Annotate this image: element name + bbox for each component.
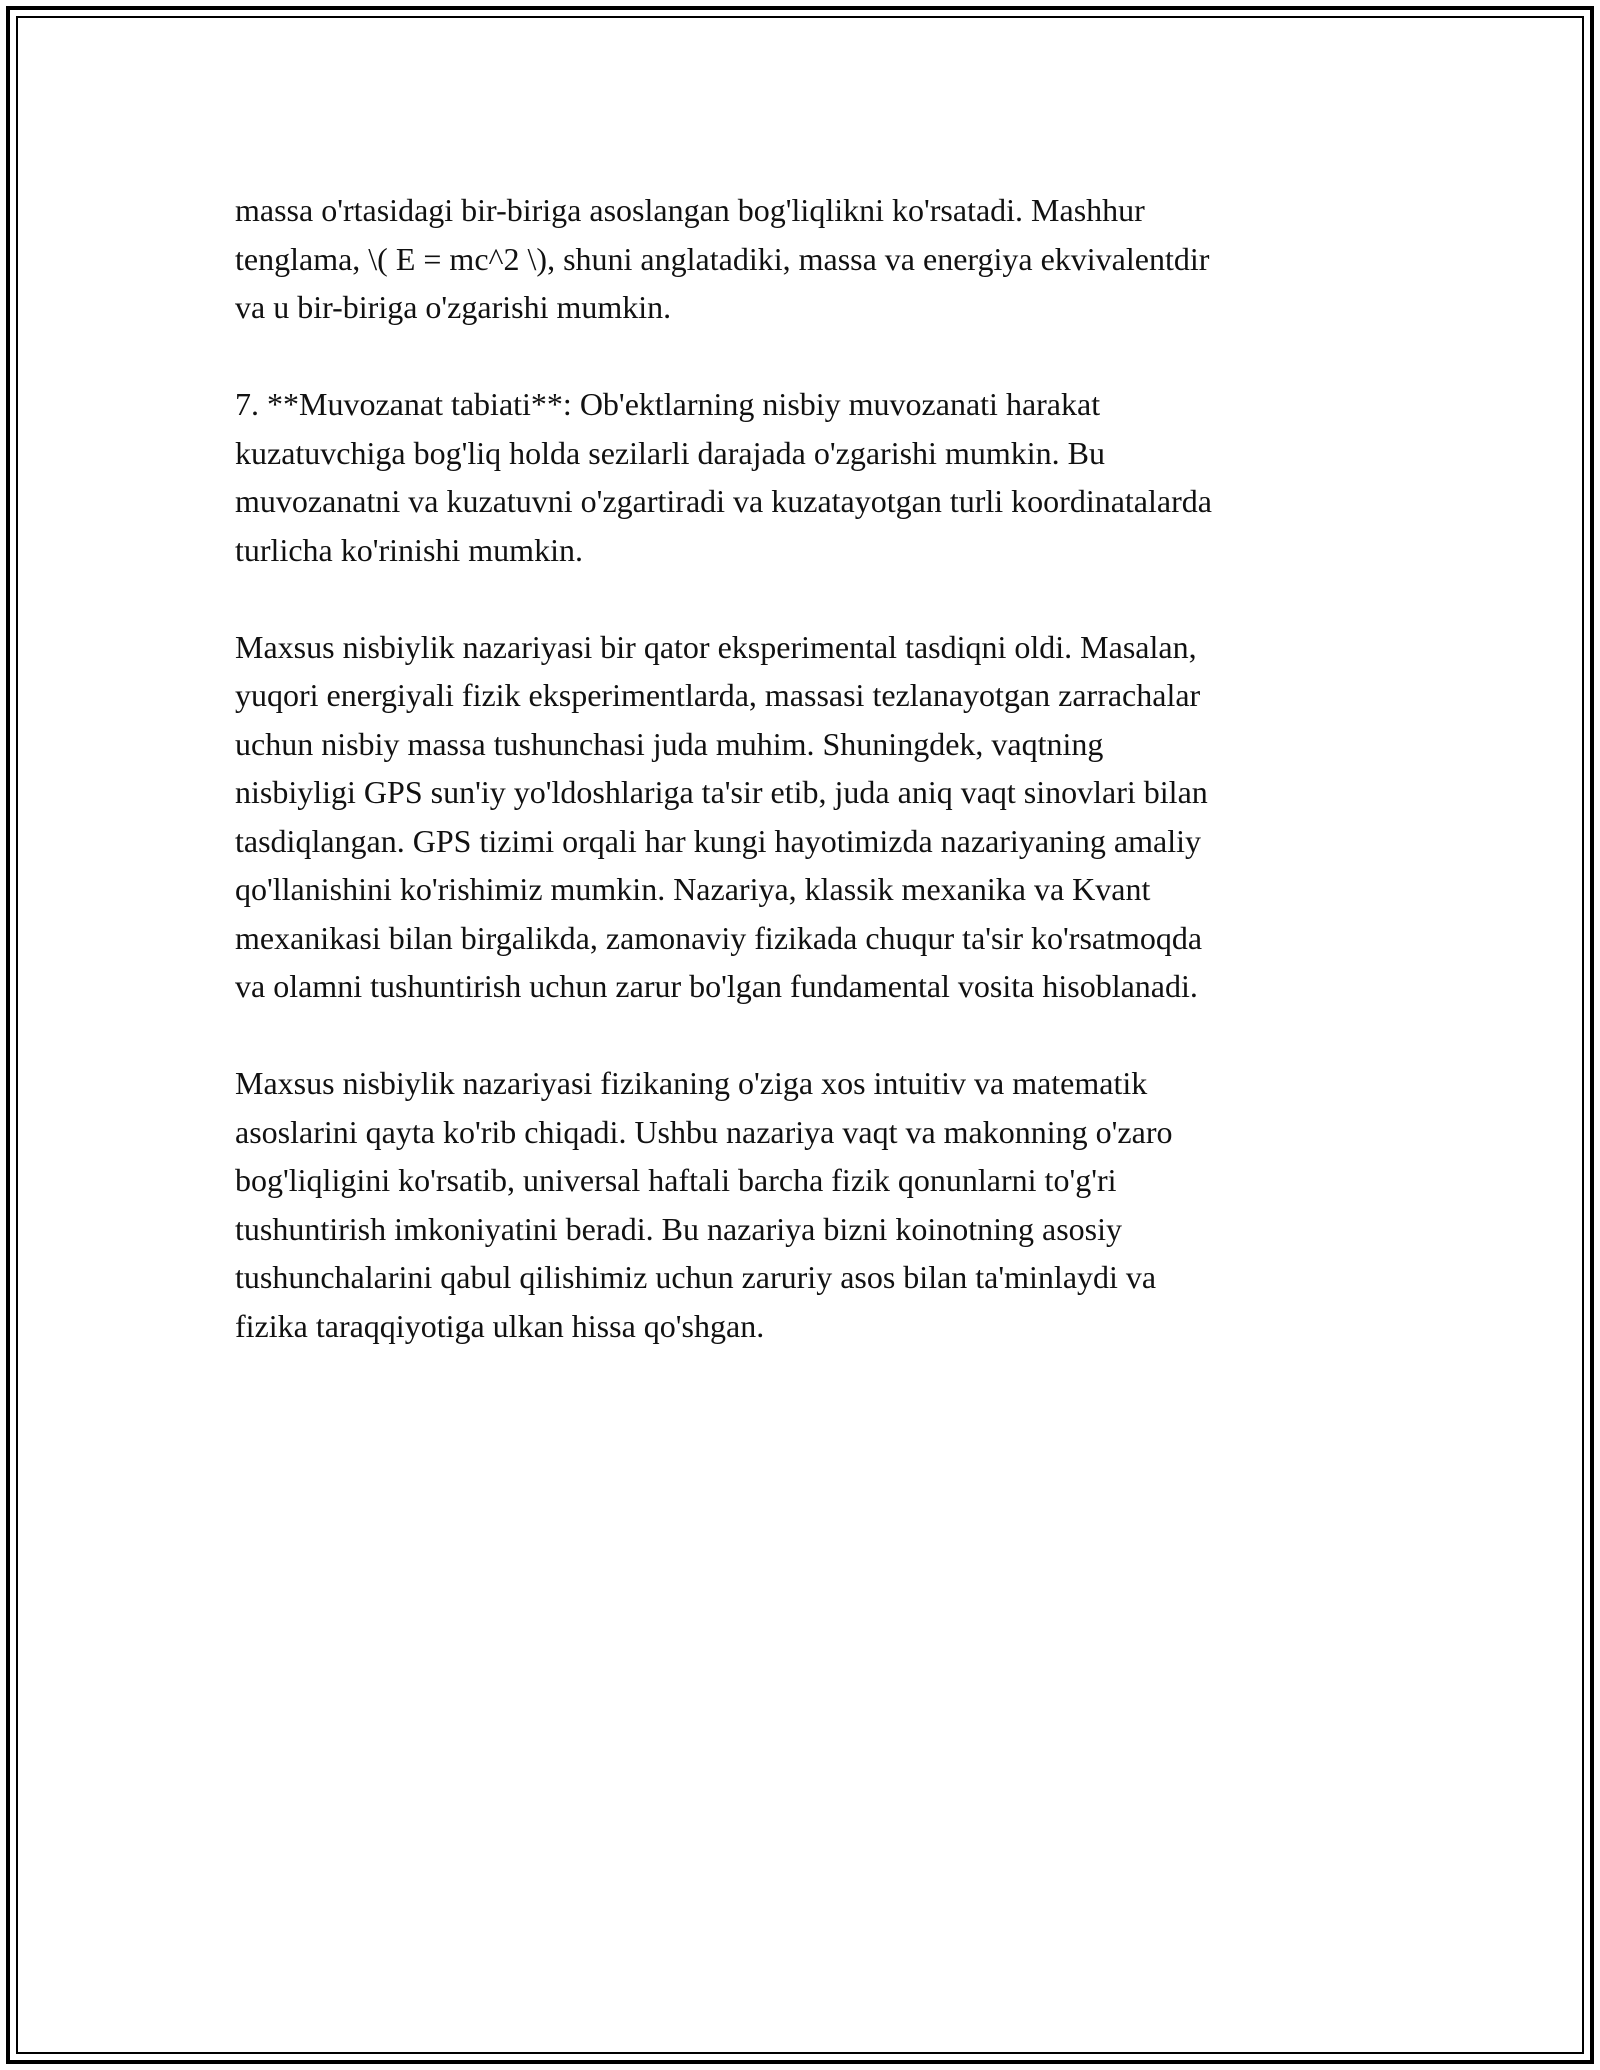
document-body bbox=[235, 186, 1365, 1399]
paragraph-conclusion: Maxsus nisbiylik nazariyasi fizikaning o'ziga xos intuitiv va matematik asoslarini qayta ko'rib chiqadi. Ushbu nazariya vaqt va makonning o'zaro bog'liqligini ko'rsatib, universal haftali barcha fizik qonunlarni to'g'ri tushuntirish imkoniyatini beradi. Bu nazariya bizni koinotning asosiy tushunchalarini qabul qilishimiz uchun zaruriy asos bilan ta'minlaydi va fizika taraqqiyotiga ulkan hissa qo'shgan. bbox=[235, 1065, 1173, 1344]
paragraph-equilibrium: 7. **Muvozanat tabiati**: Ob'ektlarning nisbiy muvozanati harakat kuzatuvchiga bog'liq holda sezilarli darajada o'zgarishi mumkin. Bu muvozanatni va kuzatuvni o'zgartiradi va kuzatayotgan turli koordinatalarda turlicha ko'rinishi mumkin. bbox=[235, 386, 1212, 568]
paragraph-experimental-confirmation: Maxsus nisbiylik nazariyasi bir qator eksperimental tasdiqni oldi. Masalan, yuqori energiyali fizik eksperimentlarda, massasi tezlanayotgan zarrachalar uchun nisbiy massa tushunchasi juda muhim. Shuningdek, vaqtning nisbiyligi GPS sun'iy yo'ldoshlariga ta'sir etib, juda aniq vaqt sinovlari bilan tasdiqlangan. GPS tizimi orqali har kungi hayotimizda nazariyaning amaliy qo'llanishini ko'rishimiz mumkin. Nazariya, klassik mexanika va Kvant mexanikasi bilan birgalikda, zamonaviy fizikada chuqur ta'sir ko'rsatmoqda va olamni tushuntirish uchun zarur bo'lgan fundamental vosita hisoblanadi. bbox=[235, 628, 1208, 1004]
paragraph-mass-energy: massa o'rtasidagi bir-biriga asoslangan bog'liqlikni ko'rsatadi. Mashhur tenglama, \( E = mc^2 \), shuni anglatadiki, massa va energiya ekvivalentdir va u bir-biriga o'zgarishi mumkin. bbox=[235, 192, 1210, 325]
